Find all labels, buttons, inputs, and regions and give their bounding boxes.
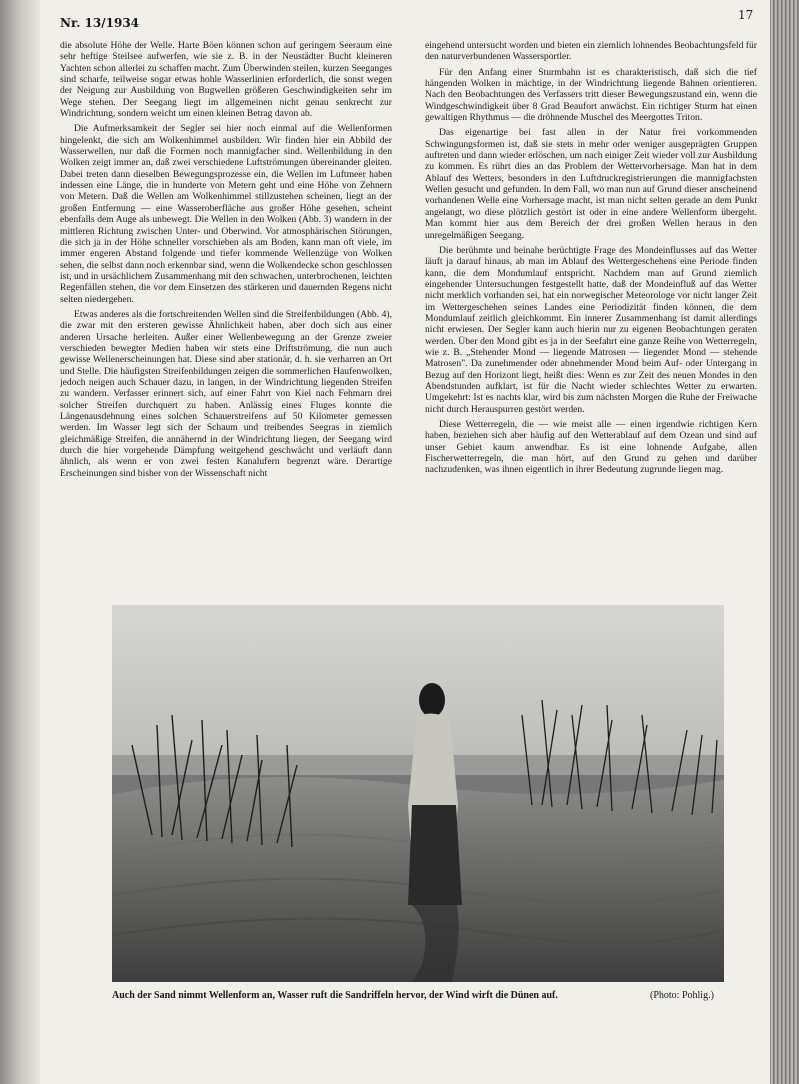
issue-number: Nr. 13/1934 [60,16,140,30]
page-spine-shadow [0,0,40,1084]
photo-credit: (Photo: Pohlig.) [650,990,714,1001]
paragraph: Diese Wetterregeln, die — wie meist alle — einen irgendwie richtigen Kern haben, beziehen sich aber häufig auf den Wetterablauf auf dem Ozean und sind auf unser Gebiet kaum anwendbar. Es ist eine lohnende Aufgabe, allen Fischerwetterregeln, die man hört, auf den Grund zu gehen und darüber nachzudenken, was ihnen eigentlich in ihrer Bedeutung zugrunde liegen mag. [425,419,757,476]
text-column-left [60,40,392,595]
paragraph: eingehend untersucht worden und bieten ein ziemlich lohnendes Beobachtungsfeld für den naturverbundenen Wassersportler. [425,40,757,63]
page-stack-edge [770,0,799,1084]
page-number: 17 [738,8,754,22]
figure-caption: Auch der Sand nimmt Wellenform an, Wasser ruft die Sandriffeln hervor, der Wind wirft die Dünen auf. [112,990,558,1001]
dune-photo [112,605,724,982]
paragraph: Die Aufmerksamkeit der Segler sei hier noch einmal auf die Wellenformen hingelenkt, die sich am Wolkenhimmel ausbilden. Wir finden hier ein Abbild der Wasserwellen, nur daß die Formen noch mannigfacher sind. Wellenbildung in den Wolken zeigt immer an, daß zwei verschiedene Luftströmungen übereinander gleiten. Dabei treten dann dieselben Bewegungsprozesse ein, die Wellen im Luftmeer haben indessen eine Länge, die in hunderte von Metern geht und eine Höhe von Zehnern von Metern. Daß die Wellen am Wolkenhimmel stillzustehen scheinen, liegt an der großen Entfernung — eine Wasseroberfläche aus großer Höhe gesehen, scheint ebenfalls dem Auge als unbewegt. Die Wellen in den Wolken (Abb. 3) wandern in der mittleren Richtung zwischen Unter- und Oberwind. Vor atmosphärischen Störungen, die sich ja in der Höhe schneller vorschieben als am Boden, kann man oft viele, im immer engeren Abstand folgende und tiefer kommende Wellenzüge von Wolken sehen, die selbst dann noch erkennbar sind, wenn die Wolkendecke schon geschlossen ist, und in ursächlichem Zusammenhang mit den schwachen, unterbrochenen, leichten Regenfällen stehen, die vor dem Einsetzen des stärkeren und dauernden Regens nicht selten niedergehen. [60,123,392,305]
dune-photo-illustration [112,605,724,982]
text-column-right [425,40,757,595]
paragraph: die absolute Höhe der Welle. Harte Böen können schon auf geringem Seeraum eine sehr heftige Steilsee aufwerfen, wie sie z. B. in der Neustädter Bucht kleineren Yachten schon allerlei zu schaffen macht. Zum Überwinden steilen, kurzen Seeganges sind scharfe, teilweise sogar etwas hohle Wasserlinien erforderlich, die sonst wegen der Neigung zur Ausbildung von Bugwellen größeren Geschwindigkeiten sehr im Wege stehen. Der Seegang liegt im allgemeinen nicht genau senkrecht zur Windrichtung, sondern weicht um einen kleinen Betrag davon ab. [60,40,392,120]
paragraph: Etwas anderes als die fortschreitenden Wellen sind die Streifenbildungen (Abb. 4), die zwar mit den ersteren gewisse Ähnlichkeit haben, aber doch sich aus einer anderen Ursache herleiten. Außer einer Wellenbewegung an der Grenze zweier verschieden bewegter Medien haben wir stets eine Driftströmung, die nun auch gewisse Wellenerscheinungen hat. Diese sind aber stationär, d. h. sie verharren an Ort und Stelle. Die häufigsten Streifenbildungen zeigen die sommerlichen Haufenwolken, jedoch neigen auch Schauer dazu, in langen, in der Windrichtung liegenden Streifen zu wandern. Verfasser erinnert sich, auf einer Fahrt von Kiel nach Fehmarn drei solcher Streifen durchquert zu haben. Anlässig eines Fluges konnte die Längenausdehnung eines solchen Schauerstreifens auf 50 Kilometer gemessen werden. Im Wasser legt sich der Schaum und treibendes Seegras in ziemlich gleichmäßige Streifen, die annähernd in der Windrichtung liegen, der Seegang wird durch die hier vorgehende Dämpfung weitgehend geschwächt und verläuft dann ähnlich, als wenn er von zwei festen Kanalufern begrenzt wäre. Derartige Erscheinungen sind bisher von der Wissenschaft nicht [60,308,392,479]
paragraph: Die berühmte und beinahe berüchtigte Frage des Mondeinflusses auf das Wetter läuft ja darauf hinaus, ab man im Ablauf des Wettergeschehens eine Periode finden kann, die dem Mondumlauf entspricht. Nachdem man auf Grund ziemlich eingehender Untersuchungen festgestellt hatte, daß der Mondeinfluß auf das Wetter nicht merklich vorhanden sei, hat ein norwegischer Meteorologe vor nicht langer Zeit im Wettergeschehen seines Landes eine Periodizität finden können, die dem Mondumlauf zeitlich gleichkommt. Ein innerer Zusammenhang ist damit allerdings nicht erwiesen. Der Segler kann auch hierin nur zu eigenen Beobachtungen geraten werden. Über den Mond gibt es ja in der Seefahrt eine ganze Reihe von Wetterregeln, wie z. B. „Stehender Mond — liegende Matrosen — liegender Mond — stehende Matrosen". Da zunehmender oder abnehmender Mond beim Auf- oder Untergang in Bezug auf den Horizont liegt, heißt dies: Wenn es zur Zeit des neuen Mondes in den Abendstunden aufklart, ist für die Nacht wieder schlechtes Wetter zu erwarten. Umgekehrt: Ist es nachts klar, wird bis zum nächsten Morgen die Ruhe der Freiwache nicht durch Herauspurren gestört werden. [425,244,757,415]
paragraph: Für den Anfang einer Sturmbahn ist es charakteristisch, daß sich die tief hängenden Wolken in mächtige, in der Windrichtung liegende Bahnen orientieren. Nach den Beobachtungen des Verfassers tritt dieser Bewegungszustand ein, wenn die Windgeschwindigkeit über 8 Grad Beaufort anwächst. Ein richtiger Sturm hat einen gewaltigen Rhythmus — die dröhnende Muschel des Meergottes Triton. [425,66,757,124]
paragraph: Das eigenartige bei fast allen in der Natur frei vorkommenden Schwingungsformen ist, daß sie stets in mehr oder weniger ausgeprägten Gruppen auftreten und dann wieder erlöschen, um nach einiger Zeit wieder voll zur Ausbildung zu kommen. Es rührt dies an das Problem der Wettervorhersage. Man hat in dem Ablauf des Wetters, besonders in den Luftdruckregistrierungen die mannigfachsten Wellen gesucht und gefunden. In dem Fall, wo man nun auf Grund dieser anscheinend vorhandenen Welle eine Vorhersage macht, ist man nicht selten gerade an dem Punkt angelangt, wo diese plötzlich gestört ist oder in eine andere Wellenform übergeht. Man kommt hier aus dem Bereich der drei großen Wellen heraus in den unregelmäßigen Seegang. [425,127,757,241]
